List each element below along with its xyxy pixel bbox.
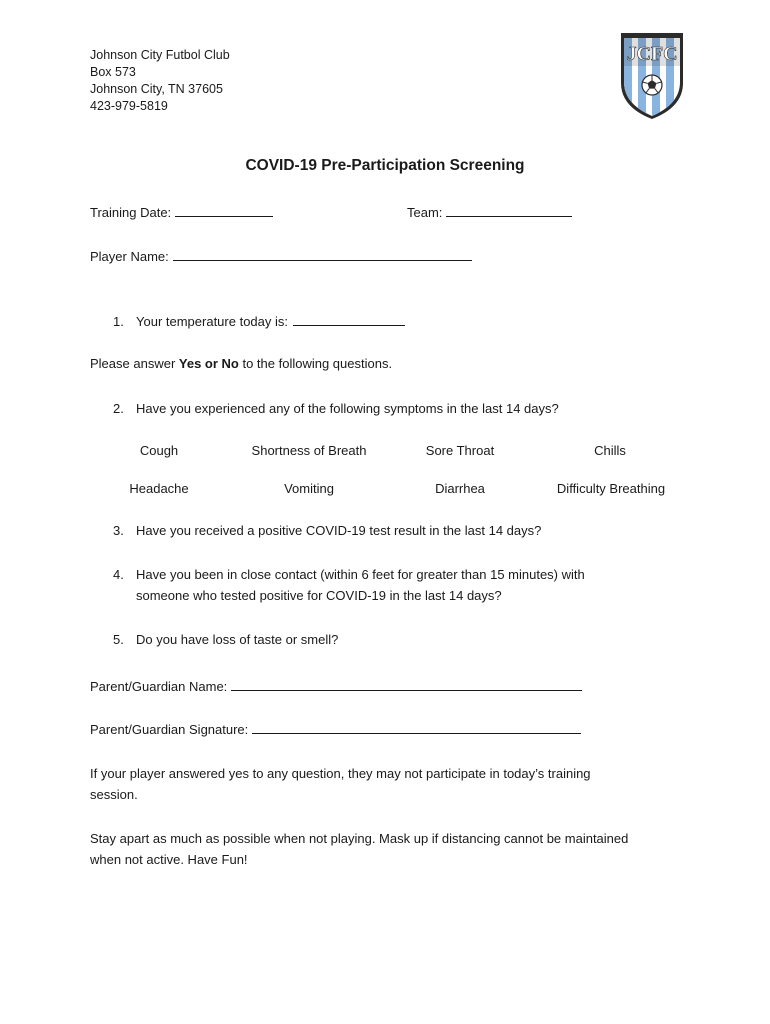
training-date-label: Training Date: bbox=[90, 205, 172, 220]
player-name-label: Player Name: bbox=[90, 249, 169, 264]
symptom-shortness-of-breath: Shortness of Breath bbox=[251, 443, 367, 458]
address-phone: 423-979-5819 bbox=[90, 99, 168, 113]
team-blank[interactable] bbox=[446, 203, 572, 217]
question-4-text-line2: someone who tested positive for COVID-19 in the last 14 days? bbox=[136, 588, 502, 603]
distancing-note-line1: Stay apart as much as possible when not playing. Mask up if distancing cannot be maintained bbox=[90, 831, 629, 846]
question-1 bbox=[113, 311, 405, 332]
club-logo bbox=[619, 30, 685, 120]
answer-instruction bbox=[90, 355, 392, 373]
guardian-signature-field bbox=[90, 720, 581, 739]
guardian-name-blank[interactable] bbox=[231, 677, 582, 691]
question-2 bbox=[113, 398, 559, 419]
symptom-diarrhea: Diarrhea bbox=[435, 481, 485, 496]
symptom-cough: Cough bbox=[139, 443, 179, 458]
team-label: Team: bbox=[407, 205, 443, 220]
soccer-ball-icon bbox=[642, 75, 662, 95]
question-2-text: Have you experienced any of the following symptoms in the last 14 days? bbox=[136, 401, 559, 416]
training-date-blank[interactable] bbox=[175, 203, 273, 217]
address-club-name: Johnson City Futbol Club bbox=[90, 48, 230, 62]
instruction-prefix: Please answer bbox=[90, 356, 179, 371]
symptom-chills: Chills bbox=[594, 443, 626, 458]
question-5-text: Do you have loss of taste or smell? bbox=[136, 632, 339, 647]
symptom-vomiting: Vomiting bbox=[284, 481, 334, 496]
logo-lettering: JCFC bbox=[626, 43, 678, 65]
guardian-name-field bbox=[90, 677, 582, 696]
question-1-number: 1. bbox=[113, 314, 124, 329]
question-3-text: Have you received a positive COVID-19 test result in the last 14 days? bbox=[136, 523, 542, 538]
symptom-headache: Headache bbox=[129, 481, 189, 496]
address-city: Johnson City, TN 37605 bbox=[90, 82, 223, 96]
player-name-field bbox=[90, 247, 472, 266]
instruction-emphasis: Yes or No bbox=[178, 356, 239, 371]
form-title: COVID-19 Pre-Participation Screening bbox=[245, 157, 525, 174]
training-date-field bbox=[90, 203, 273, 222]
question-5-number: 5. bbox=[113, 632, 124, 647]
symptom-sore-throat: Sore Throat bbox=[425, 443, 495, 458]
guardian-signature-blank[interactable] bbox=[252, 720, 581, 734]
question-2-number: 2. bbox=[113, 401, 124, 416]
question-4 bbox=[113, 564, 585, 606]
question-1-text: Your temperature today is: bbox=[136, 314, 288, 329]
address-box: Box 573 bbox=[90, 65, 136, 79]
symptom-difficulty-breathing: Difficulty Breathing bbox=[556, 481, 666, 496]
team-field bbox=[407, 203, 572, 222]
question-4-text-line1: Have you been in close contact (within 6 feet for greater than 15 minutes) with bbox=[136, 567, 585, 582]
question-3 bbox=[113, 520, 541, 541]
question-3-number: 3. bbox=[113, 523, 124, 538]
eligibility-note-line1: If your player answered yes to any question, they may not participate in today’s training bbox=[90, 766, 591, 781]
distancing-note bbox=[90, 828, 690, 870]
guardian-signature-label: Parent/Guardian Signature: bbox=[90, 722, 249, 737]
eligibility-note-line2: session. bbox=[90, 787, 138, 802]
distancing-note-line2: when not active. Have Fun! bbox=[90, 852, 248, 867]
temperature-blank[interactable] bbox=[293, 312, 405, 326]
player-name-blank[interactable] bbox=[173, 247, 472, 261]
eligibility-note bbox=[90, 763, 690, 805]
question-4-number: 4. bbox=[113, 567, 124, 582]
instruction-suffix: to the following questions. bbox=[238, 356, 393, 371]
guardian-name-label: Parent/Guardian Name: bbox=[90, 679, 228, 694]
question-5 bbox=[113, 629, 338, 650]
